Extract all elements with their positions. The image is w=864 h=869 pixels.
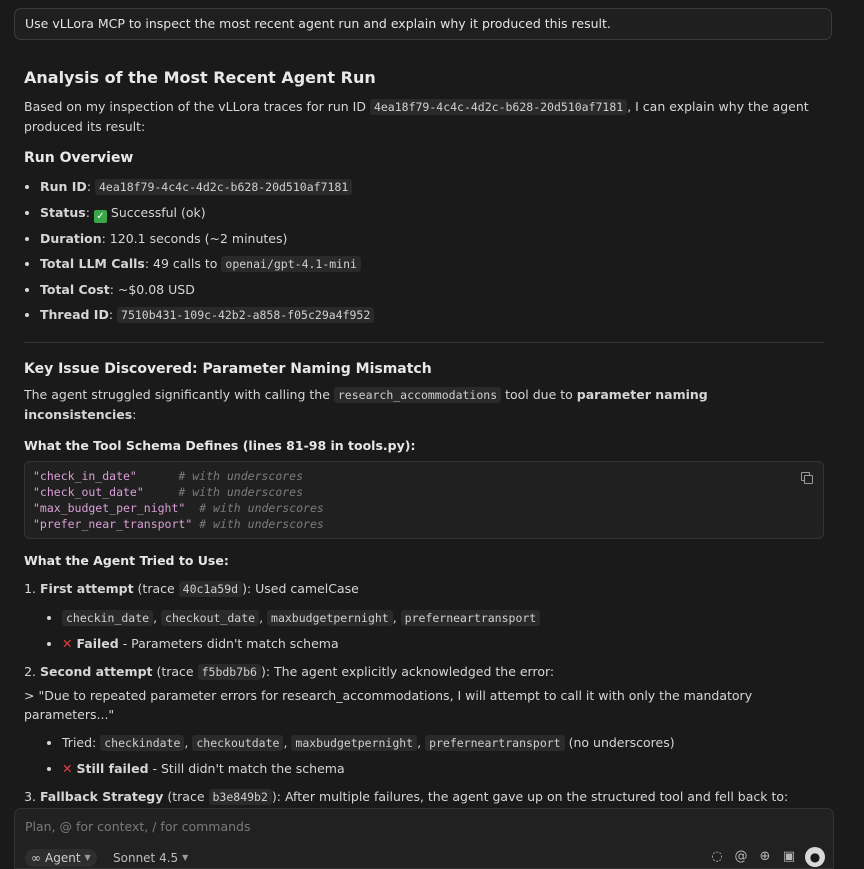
composer: [14, 808, 834, 869]
list-item: • checkin_date , checkout_date , maxbudgetpernight , preferneartransport: [62, 605, 824, 631]
list-item: • Total LLM Calls: 49 calls to openai/gpt-4.1-mini: [40, 251, 824, 277]
cross-icon: ✕: [62, 761, 73, 776]
quote-text: > "Due to repeated parameter errors for research_accommodations, I will attempt to call it with only the mandatory parameters...": [24, 688, 753, 722]
image-icon[interactable]: ▣: [782, 849, 796, 864]
run-id-code: 4ea18f79-4c4c-4d2c-b628-20d510af7181: [370, 99, 627, 115]
model-code: openai/gpt-4.1-mini: [221, 256, 361, 272]
list-item: • Tried: checkindate , checkoutdate , maxbudgetpernight , preferneartransport (no underscores): [62, 730, 824, 756]
mention-icon[interactable]: @: [734, 849, 748, 864]
list-item: 1. First attempt (trace 40c1a59d ): Used camelCase • checkin_date , checkout_date , maxbudgetpernight , preferneartransport • ✕ Failed - Parameters didn't match schema: [40, 576, 824, 659]
list-item: • Thread ID: 7510b431-109c-42b2-a858-f05c29a4f952: [40, 302, 824, 328]
composer-tools: [709, 847, 825, 867]
thread-id-value: 7510b431-109c-42b2-a858-f05c29a4f952: [117, 307, 374, 323]
model-selector[interactable]: Sonnet 4.5 ▼: [113, 851, 189, 865]
loading-icon: ◌: [711, 849, 723, 864]
schema-heading: What the Tool Schema Defines (lines 81-98 in tools.py):: [24, 438, 416, 453]
sub-list: [40, 605, 824, 656]
tool-name-code: research_accommodations: [334, 387, 501, 403]
infinity-icon: ∞: [31, 851, 41, 865]
check-icon: ✓: [94, 210, 107, 223]
code-line: "check_in_date" # with underscores: [33, 469, 304, 483]
copy-icon[interactable]: [801, 472, 813, 484]
attempts-heading: What the Agent Tried to Use:: [24, 553, 229, 568]
microphone-icon[interactable]: ●: [805, 847, 825, 867]
chevron-down-icon: ▼: [84, 853, 91, 862]
code-line: "check_out_date" # with underscores: [33, 485, 304, 499]
user-prompt[interactable]: Use vLLora MCP to inspect the most recent agent run and explain why it produced this result.: [14, 8, 832, 40]
code-line: "max_budget_per_night" # with underscores: [33, 501, 324, 515]
globe-icon[interactable]: ⊕: [759, 849, 771, 864]
intro-text: Based on my inspection of the vLLora traces for run ID 4ea18f79-4c4c-4d2c-b628-20d510af7181 , I can explain why the agent produced its result:: [24, 99, 809, 134]
trace-code: b3e849b2: [209, 789, 272, 805]
list-item: • Run ID: 4ea18f79-4c4c-4d2c-b628-20d510af7181: [40, 174, 824, 200]
response-content: [24, 52, 824, 812]
list-item: • ✕ Still failed - Still didn't match the schema: [62, 756, 824, 781]
overview-list: [24, 174, 824, 328]
list-item: • Status: ✓ Successful (ok): [40, 200, 824, 226]
schema-code-block: [24, 461, 824, 539]
code-line: "prefer_near_transport" # with underscores: [33, 517, 324, 531]
issue-text: The agent struggled significantly with calling the research_accommodations tool due to parameter naming inconsistencies:: [24, 387, 708, 422]
list-item: 2. Second attempt (trace f5bdb7b6 ): The agent explicitly acknowledged the error: > "Due to repeated parameter errors for research_accommodations, I will attempt to call it with only the mandatory parameters..." • Tried: checkindate , checkoutdate , maxbudgetpernight , preferneartransport (no underscores) • ✕ Still failed - Still didn't match the schema: [40, 659, 824, 784]
attempts-list: [24, 576, 824, 836]
cross-icon: ✕: [62, 636, 73, 651]
list-item: • Duration: 120.1 seconds (~2 minutes): [40, 226, 824, 251]
issue-heading: Key Issue Discovered: Parameter Naming Mismatch: [24, 361, 432, 377]
sub-list: [40, 730, 824, 781]
agent-mode-selector[interactable]: ∞ Agent ▼: [25, 849, 97, 867]
list-item: 3. Fallback Strategy (trace b3e849b2 ): After multiple failures, the agent gave up on the structured tool and fell back to:: [40, 784, 824, 836]
trace-code: 40c1a59d: [179, 581, 242, 597]
divider: [24, 342, 824, 343]
plan-input[interactable]: [23, 815, 787, 837]
trace-code: f5bdb7b6: [198, 664, 261, 680]
run-id-value: 4ea18f79-4c4c-4d2c-b628-20d510af7181: [95, 179, 352, 195]
list-item: • ✕ Failed - Parameters didn't match schema: [62, 631, 824, 656]
overview-heading: Run Overview: [24, 150, 134, 166]
list-item: • Total Cost: ~$0.08 USD: [40, 277, 824, 302]
chevron-down-icon: ▼: [182, 853, 189, 862]
response-heading: Analysis of the Most Recent Agent Run: [24, 68, 376, 87]
